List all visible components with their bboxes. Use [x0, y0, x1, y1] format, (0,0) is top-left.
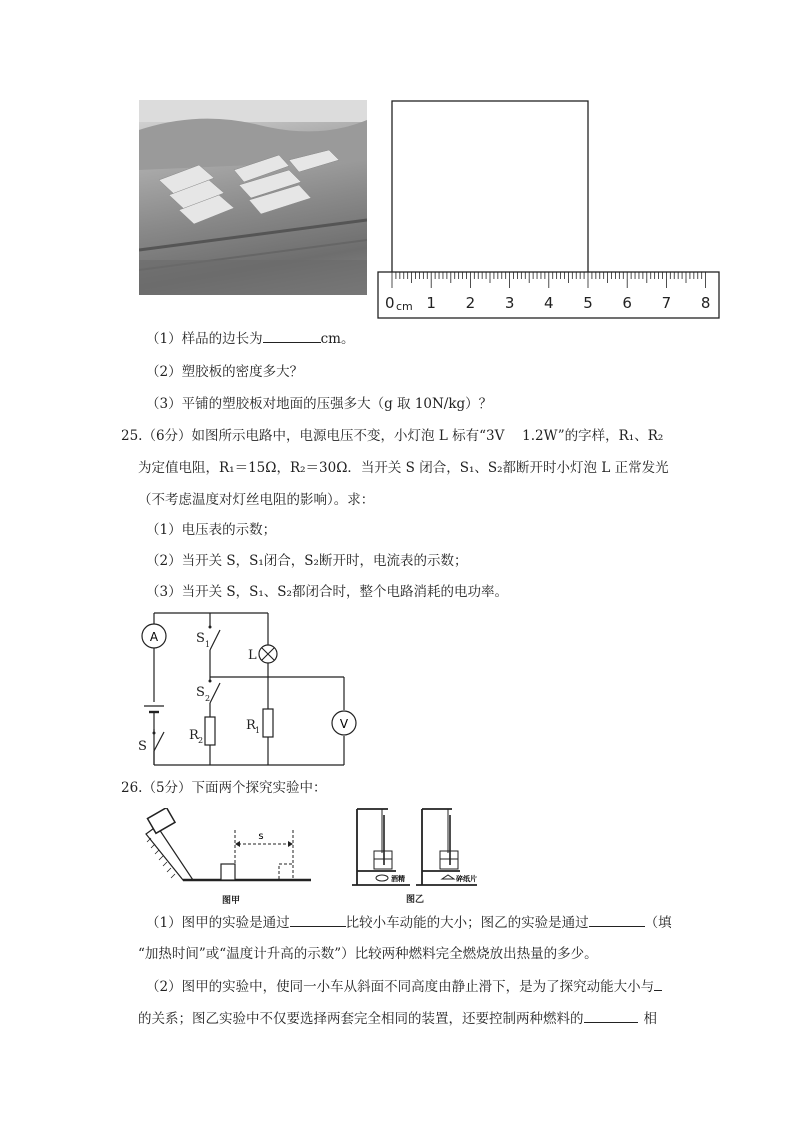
- ruler-number: 5: [583, 294, 593, 312]
- q25-part1: （1）电压表的示数；: [146, 522, 277, 538]
- circuit-diagram: [130, 605, 365, 780]
- answer-blank[interactable]: [290, 912, 346, 927]
- ruler-number: 3: [504, 294, 515, 312]
- r2-sub: 2: [198, 736, 204, 745]
- q25-line2: 为定值电阻，R₁＝15Ω，R₂＝30Ω．当开关 S 闭合，S₁、S₂都断开时小灯泡 L 正常发光: [138, 460, 669, 476]
- resistor-r2: [205, 717, 215, 745]
- figure-b-heating: [352, 805, 482, 893]
- fuel-a-label: 酒精: [391, 875, 405, 883]
- ruler-number: 8: [700, 294, 711, 312]
- voltmeter-label: V: [339, 717, 349, 731]
- ruler-zero: 0: [385, 294, 395, 312]
- ruler-number: 6: [622, 294, 632, 312]
- answer-blank[interactable]: [584, 1008, 638, 1023]
- factory-aerial-photo: [139, 100, 367, 295]
- q25-line3: （不考虑温度对灯丝电阻的影响）。求：: [138, 492, 375, 508]
- wood-block-moved: [279, 864, 293, 880]
- switch-s2-label: S: [196, 685, 205, 700]
- sample-square: [392, 101, 588, 274]
- q24-part2: （2）塑胶板的密度多大？: [146, 364, 304, 380]
- r1-sub: 1: [255, 726, 261, 735]
- switch-s2-sub: 2: [205, 694, 211, 703]
- figure-b-caption: 图乙: [406, 895, 425, 905]
- q26-part1: [146, 912, 672, 933]
- lamp-label: L: [248, 648, 257, 663]
- q26-p2-line2-b: 相: [643, 1011, 657, 1027]
- q26-p1-b: 比较小车动能的大小；图乙的实验是通过: [345, 915, 589, 931]
- q25-part2: （2）当开关 S，S₁闭合，S₂断开时，电流表的示数；: [146, 553, 468, 569]
- q25-part3: （3）当开关 S，S₁、S₂都闭合时，整个电路消耗的电功率。: [146, 584, 508, 600]
- figure-a-caption: 图甲: [222, 896, 241, 906]
- ruler-number: 2: [465, 294, 476, 312]
- q26-p1-a: （1）图甲的实验是通过: [146, 915, 290, 931]
- answer-blank[interactable]: [589, 912, 645, 927]
- switch-s-label: S: [138, 739, 147, 754]
- switch-s1-sub: 1: [205, 640, 211, 649]
- resistor-r1: [263, 709, 273, 737]
- q26-part1-line2: “加热时间”或“温度计升高的示数”）比较两种燃料完全燃烧放出热量的多少。: [138, 946, 598, 962]
- ruler-unit: cm: [396, 300, 413, 313]
- r2-label: R: [189, 728, 199, 743]
- r1-label: R: [246, 718, 256, 733]
- switch-s1-label: S: [196, 631, 205, 646]
- q26-p2-line1: （2）图甲的实验中，使同一小车从斜面不同高度由静止滑下，是为了探究动能大小与: [146, 979, 655, 995]
- q24-p1-post: cm。: [320, 331, 355, 347]
- q24-part3: （3）平铺的塑胶板对地面的压强多大（g 取 10N/kg）？: [146, 396, 493, 412]
- q26-p1-c: （填: [644, 915, 672, 931]
- q25-line1: 25.（6分）如图所示电路中，电源电压不变，小灯泡 L 标有“3V 1.2W”的字样，R₁、R₂: [121, 428, 664, 444]
- q26-p2-line2-a: 的关系；图乙实验中不仅要选择两套完全相同的装置，还要控制两种燃料的: [138, 1011, 584, 1027]
- distance-label: s: [258, 831, 264, 842]
- ammeter-label: A: [149, 630, 159, 644]
- q24-p1-pre: （1）样品的边长为: [146, 331, 263, 347]
- q26-line1: 26.（5分）下面两个探究实验中：: [121, 780, 327, 796]
- q24-part1: [146, 328, 354, 349]
- ruler-figure: [375, 98, 725, 323]
- answer-blank[interactable]: [654, 976, 662, 991]
- answer-blank[interactable]: [263, 328, 321, 343]
- ruler-number: 4: [544, 294, 554, 312]
- ruler-number: 1: [426, 294, 436, 312]
- ruler-number: 7: [661, 294, 672, 312]
- q26-part2: [146, 976, 662, 997]
- factory-photo-drawing: [139, 100, 367, 295]
- wood-block: [221, 864, 235, 880]
- fuel-b-label: 碎纸片: [456, 875, 477, 883]
- q26-part2-line2: [138, 1008, 657, 1029]
